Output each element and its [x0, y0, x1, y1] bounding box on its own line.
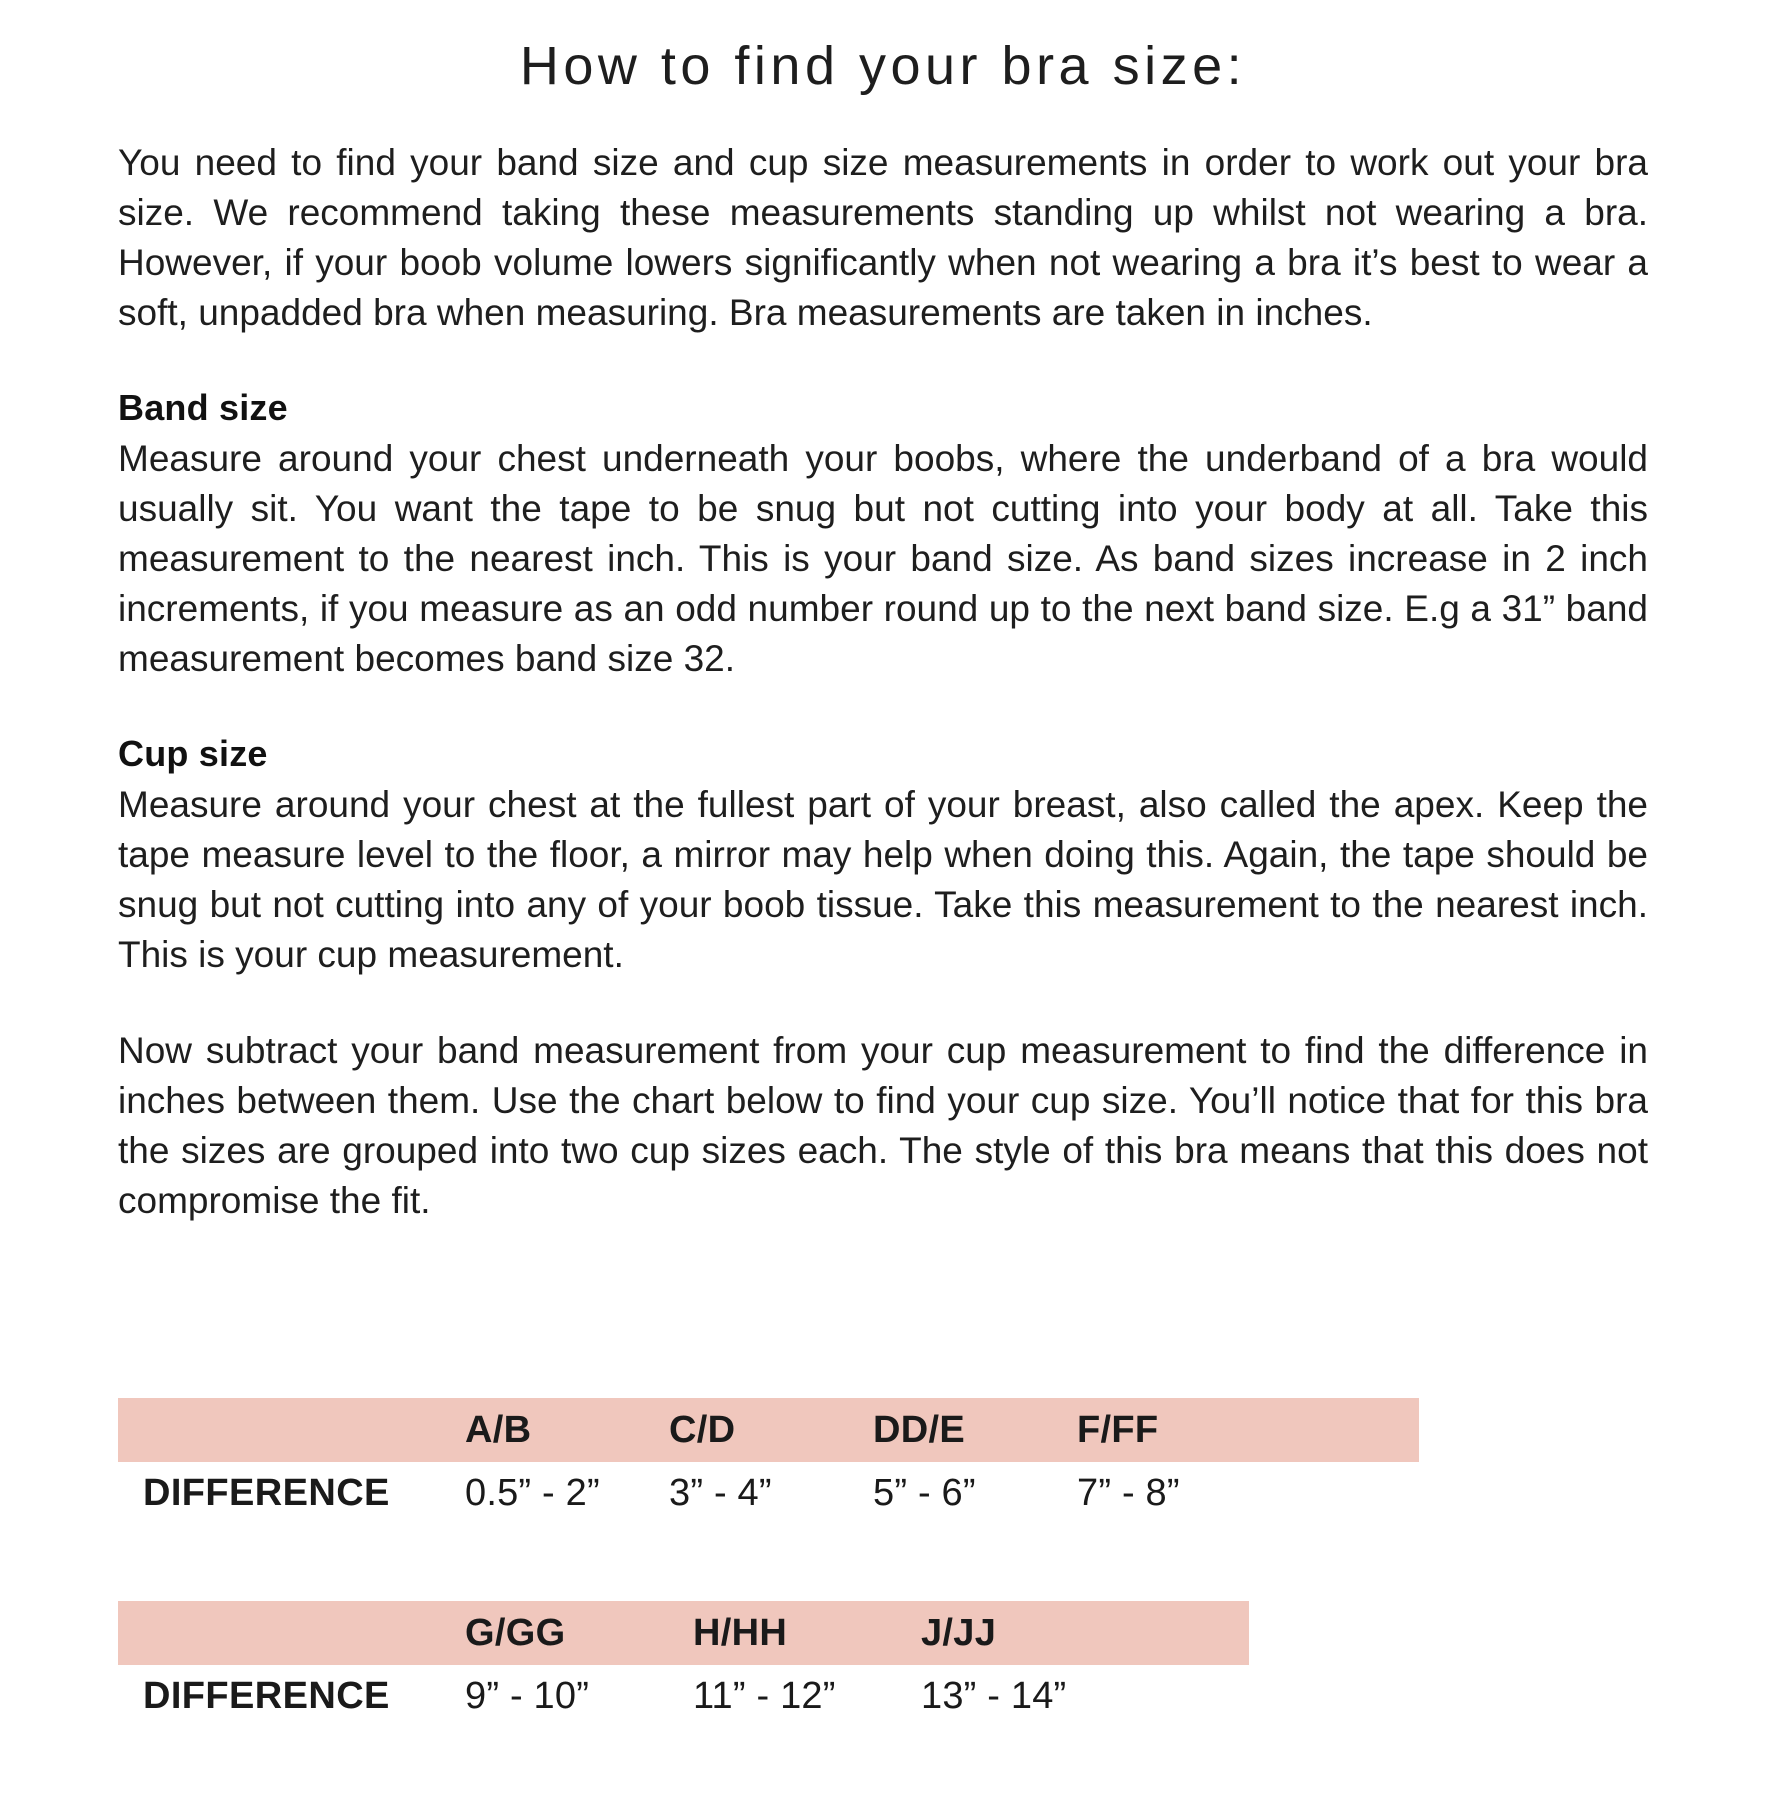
table-2-header-cell: G/GG: [465, 1612, 566, 1654]
table-2-value-cell: 13” - 14”: [921, 1675, 1067, 1717]
table-1-value-cell: 5” - 6”: [873, 1472, 976, 1514]
article-body: [118, 138, 1648, 1226]
intro-paragraph: You need to find your band size and cup size measurements in order to work out your bra size. We recommend taking these measurements standing up whilst not wearing a bra. However, if your boob volume lowers significantly when not wearing a bra it’s best to wear a soft, unpadded bra when measuring. Bra measurements are taken in inches.: [118, 142, 1648, 333]
table-1-header-row: [118, 1398, 1419, 1462]
table-1-header-cell: A/B: [465, 1409, 532, 1451]
band-size-heading: Band size: [118, 387, 288, 428]
table-2-row-label: DIFFERENCE: [143, 1675, 390, 1717]
table-1-header-cell: C/D: [669, 1409, 736, 1451]
table-1-difference-row: [118, 1462, 1419, 1524]
page-title: How to find your bra size:: [519, 36, 1247, 96]
cup-size-table-1: [118, 1398, 1419, 1524]
cup-size-paragraph: Measure around your chest at the fullest part of your breast, also called the apex. Keep the tape measure level to the floor, a mirror may help when doing this. Again, the tape should be snug but not cutting into any of your boob tissue. Take this measurement to the nearest inch. This is your cup measurement.: [118, 784, 1648, 975]
table-1-value-cell: 0.5” - 2”: [465, 1472, 600, 1514]
chart-intro-paragraph: Now subtract your band measurement from your cup measurement to find the difference in inches between them. Use the chart below to find your cup size. You’ll notice that for this bra the sizes are grouped into two cup sizes each. The style of this bra means that this does not compromise the fit.: [118, 1030, 1648, 1221]
table-2-header-row: [118, 1601, 1249, 1665]
cup-size-heading: Cup size: [118, 733, 268, 774]
table-2-header-cell: H/HH: [693, 1612, 788, 1654]
table-1-header-cell: F/FF: [1077, 1409, 1159, 1451]
table-2-value-cell: 11” - 12”: [693, 1675, 836, 1717]
table-1-value-cell: 3” - 4”: [669, 1472, 772, 1514]
table-1-row-label: DIFFERENCE: [143, 1472, 390, 1514]
table-1-header-cell: DD/E: [873, 1409, 965, 1451]
table-2-header-cell: J/JJ: [921, 1612, 997, 1654]
band-size-paragraph: Measure around your chest underneath your boobs, where the underband of a bra would usually sit. You want the tape to be snug but not cutting into your body at all. Take this measurement to the nearest inch. This is your band size. As band sizes increase in 2 inch increments, if you measure as an odd number round up to the next band size. E.g a 31” band measurement becomes band size 32.: [118, 438, 1648, 679]
table-1-value-cell: 7” - 8”: [1077, 1472, 1180, 1514]
table-2-difference-row: [118, 1665, 1249, 1727]
table-2-value-cell: 9” - 10”: [465, 1675, 590, 1717]
cup-size-table-2: [118, 1601, 1249, 1727]
